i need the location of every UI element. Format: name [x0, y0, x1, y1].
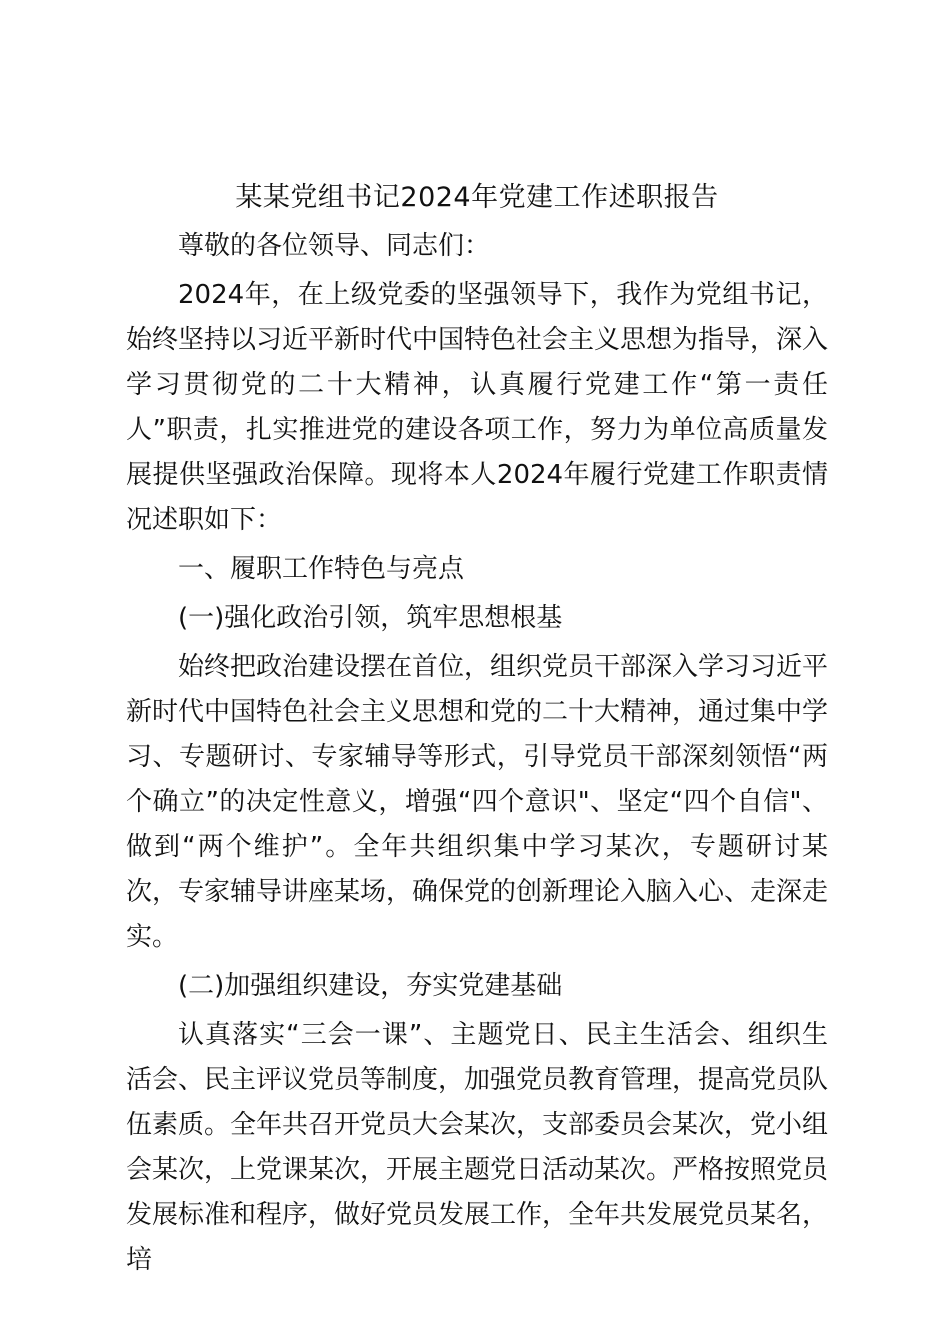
document-page: [126, 175, 828, 1283]
document-title: 某某党组书记2024年党建工作述职报告: [235, 182, 719, 213]
section-heading-1: 一、履职工作特色与亮点: [178, 554, 465, 584]
subsection-body-2: 认真落实“三会一课”、主题党日、民主生活会、组织生活会、民主评议党员等制度，加强党员教育管理，提高党员队伍素质。全年共召开党员大会某次，支部委员会某次，党小组会某次，上党课某次，开展主题党日活动某次。严格按照党员发展标准和程序，做好党员发展工作，全年共发展党员某名，培: [126, 1020, 829, 1275]
intro-paragraph: 2024年，在上级党委的坚强领导下，我作为党组书记，始终坚持以习近平新时代中国特色社会主义思想为指导，深入学习贯彻党的二十大精神，认真履行党建工作“第一责任人”职责，扎实推进党的建设各项工作，努力为单位高质量发展提供坚强政治保障。现将本人2024年履行党建工作职责情况述职如下：: [126, 280, 829, 535]
subsection-body-1: 始终把政治建设摆在首位，组织党员干部深入学习习近平新时代中国特色社会主义思想和党的二十大精神，通过集中学习、专题研讨、专家辅导等形式，引导党员干部深刻领悟“两个确立”的决定性意义，增强“四个意识"、坚定“四个自信"、做到“两个维护”。全年共组织集中学习某次，专题研讨某次，专家辅导讲座某场，确保党的创新理论入脑入心、走深走实。: [126, 652, 829, 952]
subsection-heading-1: (一)强化政治引领，筑牢思想根基: [178, 603, 563, 633]
salutation: 尊敬的各位领导、同志们：: [178, 231, 491, 261]
subsection-heading-2: (二)加强组织建设，夯实党建基础: [178, 971, 563, 1001]
